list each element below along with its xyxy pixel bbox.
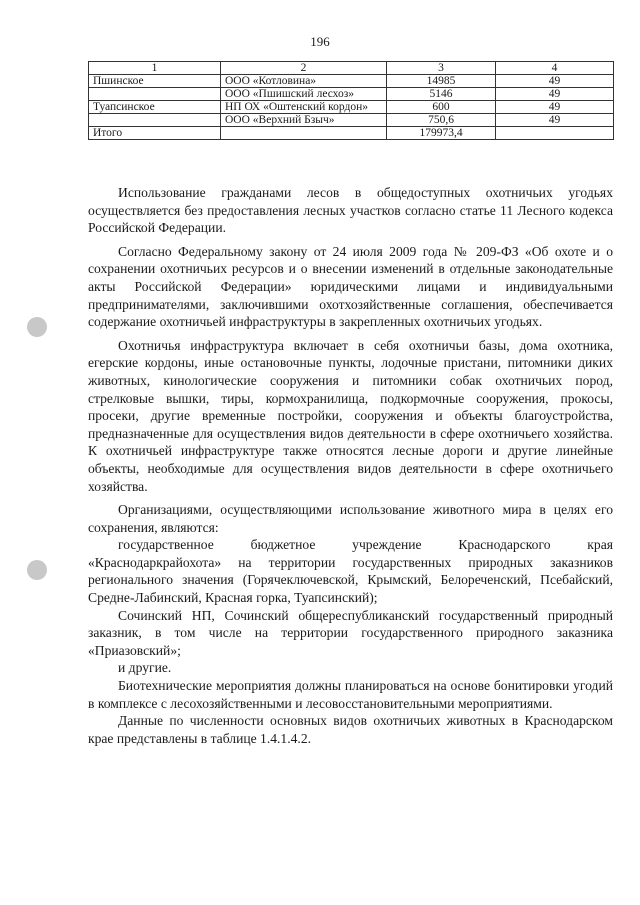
paragraph-organizations-intro: Организациями, осуществляющими использование животного мира в целях его сохранения, являются:: [88, 502, 613, 535]
table-cell-organization: ООО «Пшишский лесхоз»: [221, 88, 387, 101]
paragraph-and-others: и другие.: [118, 660, 172, 676]
paragraph-forest-use: Использование гражданами лесов в общедоступных охотничьих угодьях осуществляется без предоставления лесных участков согласно статье 11 Лесного кодекса Российской Федерации.: [88, 185, 613, 236]
table-cell-organization: ООО «Верхний Бзыч»: [221, 114, 387, 127]
page-number: 196: [310, 34, 330, 49]
table-cell-area: 750,6: [387, 114, 496, 127]
table-cell-term: 49: [496, 75, 614, 88]
table-cell-organization: ООО «Котловина»: [221, 75, 387, 88]
punch-hole-bottom: [27, 560, 47, 580]
paragraph-table-reference: Данные по численности основных видов охотничьих животных в Краснодарском крае представлены в таблице 1.4.1.4.2.: [88, 713, 613, 746]
hunting-grounds-table: [88, 61, 614, 140]
table-cell-term: [496, 127, 614, 140]
table-cell-total-area: 179973,4: [387, 127, 496, 140]
punch-hole-top: [27, 317, 47, 337]
table-total-row: [89, 127, 614, 140]
table-header-cell: 1: [89, 62, 221, 75]
table-cell-district: [89, 88, 221, 101]
table-cell-term: 49: [496, 101, 614, 114]
table-header-cell: 4: [496, 62, 614, 75]
table-header-cell: 2: [221, 62, 387, 75]
paragraph-hunting-infrastructure: Охотничья инфраструктура включает в себя охотничьи базы, дома охотника, егерские кордоны, иные остановочные пункты, лодочные пристани, питомники диких животных, кинологические сооружения и питомники собак охотничьих пород, стрелковые вышки, тиры, кормохранилища, подкормочные сооружения, прокосы, просеки, другие временные постройки, сооружения и объекты благоустройства, предназначенные для осуществления видов деятельности в сфере охотничьего хозяйства. К охотничьей инфраструктуре также относятся лесные дороги и другие линейные объекты, необходимые для осуществления видов деятельности в сфере охотничьего хозяйства.: [88, 337, 613, 494]
paragraph-krasnodarkraiokhota: государственное бюджетное учреждение Краснодарского края «Краснодаркрайохота» на территории государственных природных заказников регионального значения (Горячеключевской, Крымский, Белореченский, Псебайский, Средне-Лабинский, Красная горка, Туапсинский);: [88, 537, 613, 606]
paragraph-biotechnical-measures: Биотехнические мероприятия должны планироваться на основе бонитировки угодий в комплексе с лесохозяйственными и лесовосстановительными мероприятиями.: [88, 678, 613, 711]
table-cell-term: 49: [496, 88, 614, 101]
table-row: [89, 88, 614, 101]
table-header-row: [89, 62, 614, 75]
table-header-cell: 3: [387, 62, 496, 75]
table-cell-district: Пшинское: [89, 75, 221, 88]
table-cell-area: 5146: [387, 88, 496, 101]
table-cell-organization: НП ОХ «Оштенский кордон»: [221, 101, 387, 114]
table-cell-term: 49: [496, 114, 614, 127]
table-row: [89, 101, 614, 114]
table-container: [88, 61, 613, 140]
paragraph-federal-law: Согласно Федеральному закону от 24 июля 2009 года № 209-ФЗ «Об охоте и о сохранении охотничьих ресурсов и о внесении изменений в отдельные законодательные акты Российской Федерации» юридическими лицами и индивидуальными предпринимателями, заключившими охотхозяйственные соглашения, обеспечивается содержание охотничьей инфраструктуры в закрепленных охотничьих угодьях.: [88, 243, 613, 330]
table-row: [89, 75, 614, 88]
table-cell-district: Туапсинское: [89, 101, 221, 114]
table-cell-total-label: Итого: [89, 127, 221, 140]
table-row: [89, 114, 614, 127]
table-cell-area: 14985: [387, 75, 496, 88]
table-cell-district: [89, 114, 221, 127]
document-body: [88, 184, 613, 747]
table-cell-organization: [221, 127, 387, 140]
paragraph-sochi-np: Сочинский НП, Сочинский общереспубликанский государственный природный заказник, в том числе на территории государственного природного заказника «Приазовский»;: [88, 607, 613, 658]
table-cell-area: 600: [387, 101, 496, 114]
